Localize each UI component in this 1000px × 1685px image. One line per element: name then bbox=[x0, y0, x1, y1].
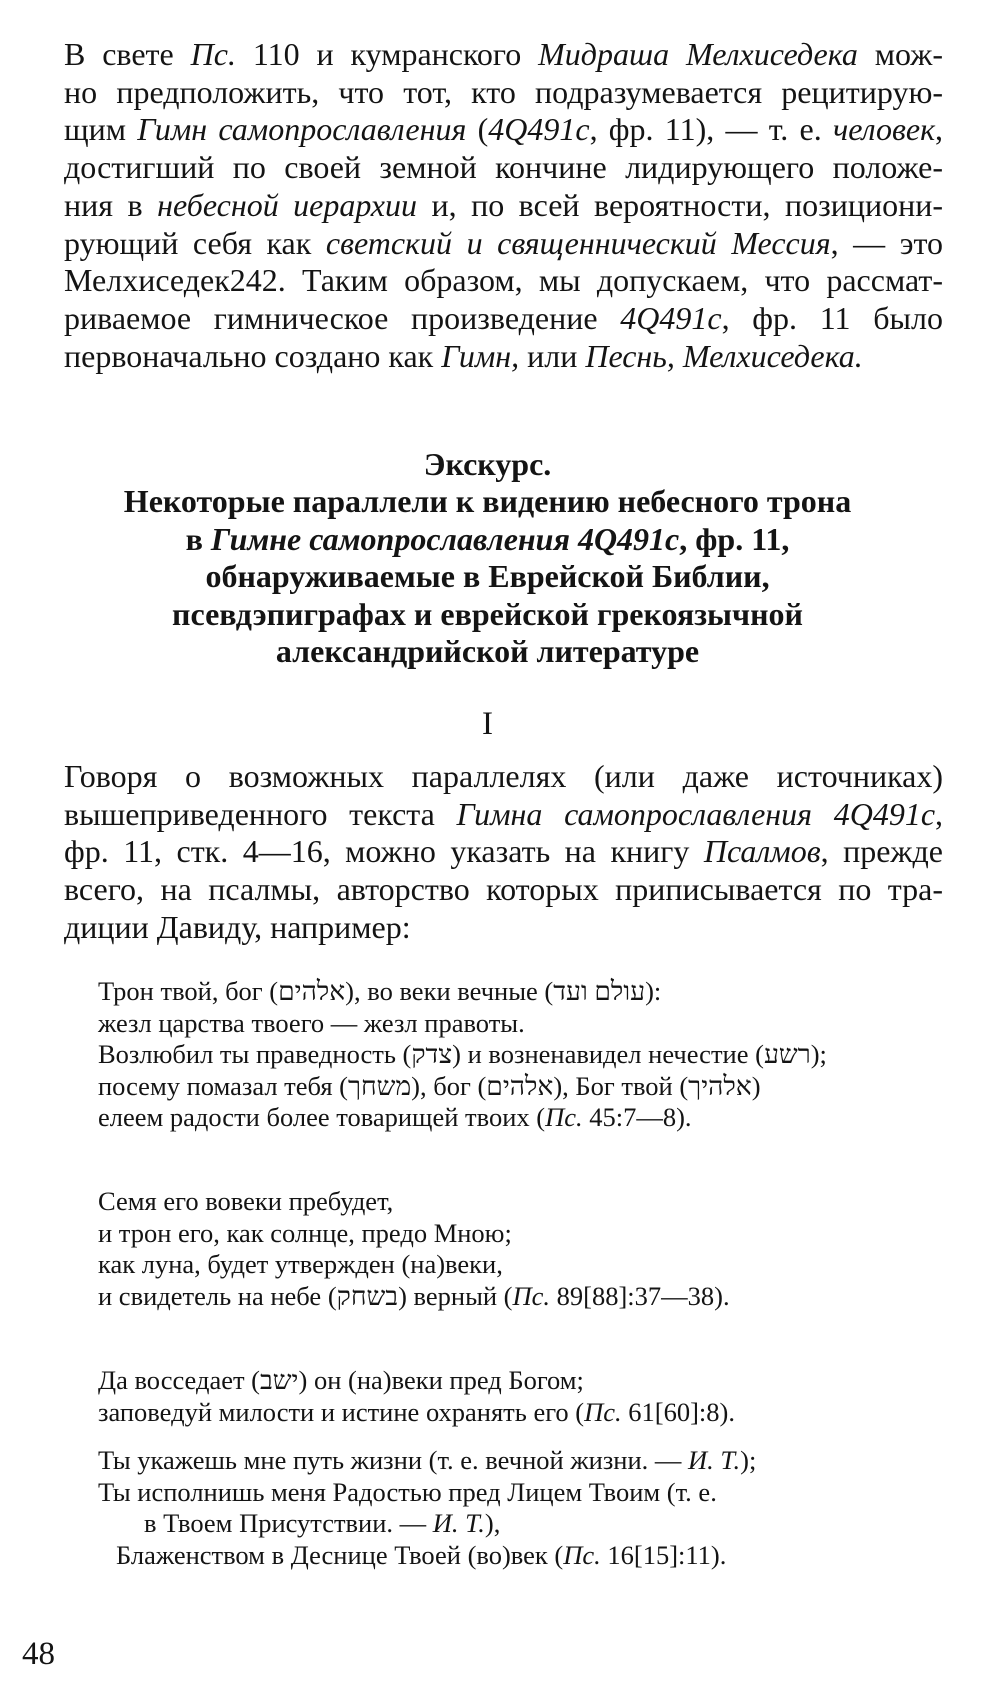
heading-line: псевдэпиграфах и еврейской грекоязычной bbox=[172, 595, 803, 632]
page-number: 48 bbox=[22, 1636, 55, 1672]
quote-line: елеем радости более товарищей твоих (Пс. 45:7—8). bbox=[98, 1102, 692, 1132]
text-line: достигший по своей земной кончине лидирующего положе- bbox=[64, 149, 943, 186]
quote-line: Блаженством в Деснице Твоей (во)век (Пс. 16[15]:11). bbox=[116, 1539, 727, 1570]
quote-line: жезл царства твоего — жезл правоты. bbox=[98, 1007, 525, 1038]
quote-line: Да восседает (ישב) он (на)веки пред Богом; bbox=[98, 1365, 584, 1395]
heading-line: Экскурс. bbox=[423, 446, 552, 482]
section-number: I bbox=[482, 706, 493, 742]
quote-line: Ты укажешь мне путь жизни (т. е. вечной жизни. — И. Т.); bbox=[98, 1445, 757, 1475]
quote-line: Ты исполнишь меня Радостью пред Лицем Твоим (т. е. bbox=[98, 1476, 717, 1507]
text-line: первоначально создано как Гимн, или Песнь, Мелхиседека. bbox=[64, 337, 863, 374]
psalm-quote-3 bbox=[98, 1365, 958, 1428]
text-line: Говоря о возможных параллелях (или даже источниках) bbox=[64, 758, 943, 794]
text-line: диции Давиду, например: bbox=[64, 908, 411, 945]
text-line: Мелхиседек242. Таким образом, мы допускаем, что рассмат- bbox=[64, 262, 943, 299]
text-line: но предположить, что тот, кто подразумевается рецитирую- bbox=[64, 73, 943, 110]
text-line: рующий себя как светский и священнический Мессия, — это bbox=[64, 224, 944, 261]
text-line: всего, на псалмы, авторство которых приписывается по тра- bbox=[64, 871, 943, 908]
quote-line: Трон твой, бог (אלהים), во веки вечные (עולם ועד): bbox=[98, 976, 662, 1006]
quote-line: Возлюбил ты праведность (צדק) и возненавидел нечестие (רשע); bbox=[98, 1039, 827, 1069]
heading-line: Некоторые параллели к видению небесного трона bbox=[123, 483, 852, 520]
heading-line: александрийской литературе bbox=[275, 633, 700, 670]
text-line: фр. 11, стк. 4—16, можно указать на книгу Псалмов, прежде bbox=[64, 833, 944, 870]
psalm-quote-1 bbox=[98, 976, 958, 1134]
text-line: риваемое гимническое произведение 4Q491с, фр. 11 было bbox=[64, 299, 944, 336]
quote-line: и свидетель на небе (בשחק) верный (Пс. 89[88]:37—38). bbox=[98, 1280, 730, 1311]
quote-line: Семя его вовеки пребудет, bbox=[98, 1186, 394, 1216]
text-line: вышеприведенного текста Гимна самопрославления 4Q491с, bbox=[64, 795, 944, 832]
psalm-quote-2 bbox=[98, 1186, 958, 1312]
heading-line: обнаруживаемые в Еврейской Библии, bbox=[205, 558, 770, 595]
text-line: ния в небесной иерархии и, по всей вероятности, позициони- bbox=[64, 186, 944, 223]
body-paragraph-2 bbox=[28, 758, 943, 947]
quote-line: заповедуй милости и истине охранять его (Пс. 61[60]:8). bbox=[98, 1396, 735, 1427]
text-line: щим Гимн самопрославления (4Q491с, фр. 11), — т. е. человек, bbox=[64, 111, 944, 148]
body-paragraph-1 bbox=[28, 36, 943, 375]
quote-line: как луна, будет утвержден (на)веки, bbox=[98, 1249, 503, 1279]
quote-line: и трон его, как солнце, предо Мною; bbox=[98, 1217, 512, 1248]
heading-line: в Гимне самопрославления 4Q491с, фр. 11, bbox=[185, 520, 790, 557]
text-line: В свете Пс. 110 и кумранского Мидраша Мелхиседека мож- bbox=[64, 36, 944, 72]
excursus-heading bbox=[30, 446, 945, 670]
psalm-quote-4 bbox=[98, 1445, 958, 1571]
quote-line: посему помазал тебя (משחך), бог (אלהים), Бог твой (אלהיך) bbox=[98, 1070, 761, 1101]
quote-line: в Твоем Присутствии. — И. Т.), bbox=[144, 1508, 501, 1538]
